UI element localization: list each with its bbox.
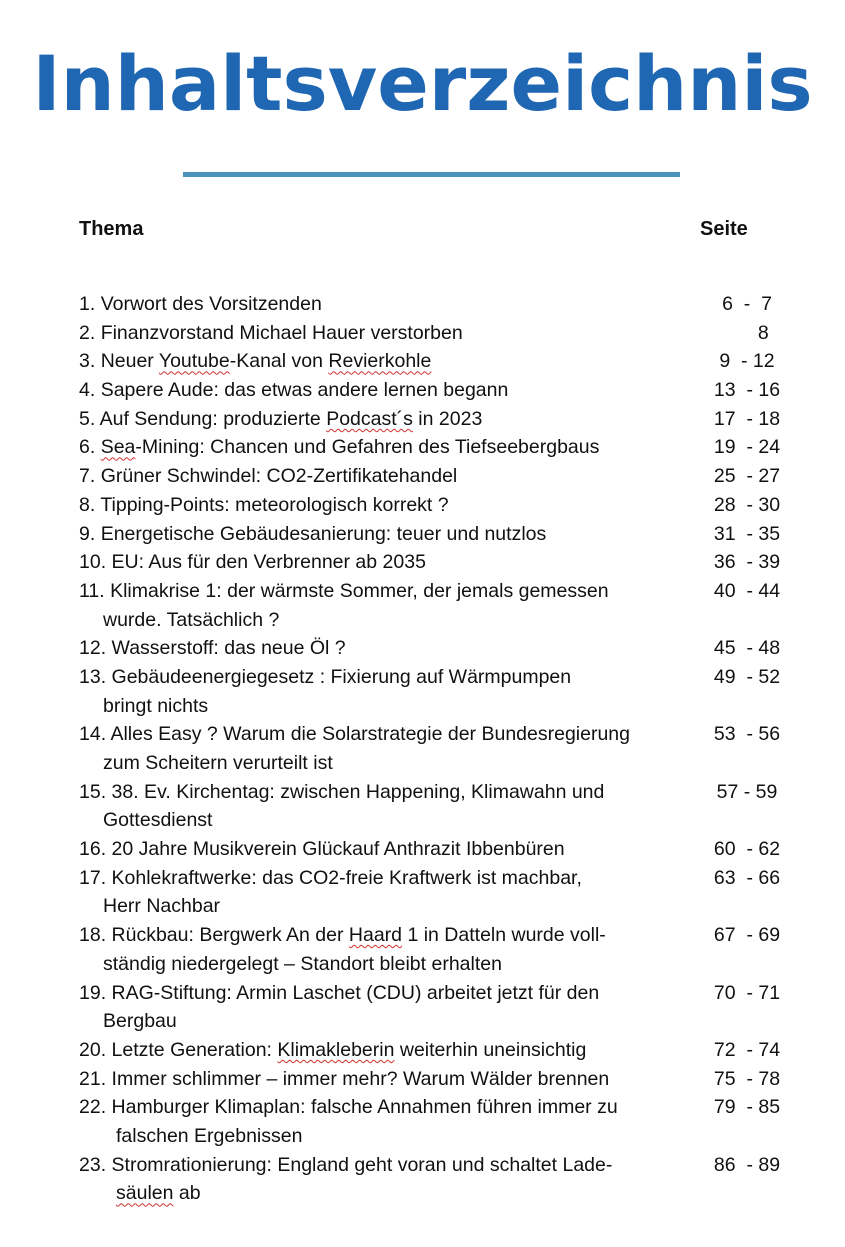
toc-entry-pages: 86 - 89 [713, 1153, 781, 1176]
toc-entry-title: 16. 20 Jahre Musikverein Glückauf Anthrazit Ibbenbüren 60 - 62 [0, 835, 845, 864]
toc-entry-title: 23. Stromrationierung: England geht voran und schaltet Lade- 86 - 89 [0, 1151, 845, 1180]
toc-entry-number: 11. [79, 579, 111, 602]
toc-entry-title: 4. Sapere Aude: das etwas andere lernen begann 13 - 16 [0, 376, 845, 405]
toc-entry-pages: 67 - 69 [713, 924, 781, 947]
toc-entry [0, 1151, 845, 1208]
toc-entry-number: 19. [79, 981, 112, 1004]
toc-entry-title: 18. Rückbau: Bergwerk An der Haard 1 in Datteln wurde voll- 67 - 69 [0, 921, 845, 950]
title-divider [183, 172, 680, 177]
toc-entry-number: 23. [79, 1153, 112, 1176]
toc-entry-number: 3. [79, 350, 101, 373]
toc-entry [0, 1036, 845, 1065]
toc-entry-number: 15. [79, 780, 112, 803]
toc-entry-number: 17. [79, 866, 112, 889]
toc-entry [0, 921, 845, 978]
toc-entry-number: 4. [79, 379, 101, 402]
toc-entry-number: 5. [79, 407, 100, 430]
toc-entry-title: 22. Hamburger Klimaplan: falsche Annahmen führen immer zu 79 - 85 [0, 1093, 845, 1122]
toc-entry-title-continued: Gottesdienst [103, 809, 213, 832]
toc-entry-title: 2. Finanzvorstand Michael Hauer verstorben 8 [0, 319, 845, 348]
toc-entry-title: 8. Tipping-Points: meteorologisch korrekt ? 28 - 30 [0, 491, 845, 520]
toc-entry-pages: 36 - 39 [713, 551, 781, 574]
toc-entry [0, 491, 845, 520]
toc-entry-number: 10. [79, 551, 112, 574]
toc-entry-title: 12. Wasserstoff: das neue Öl ? 45 - 48 [0, 634, 845, 663]
toc-entry-title: 11. Klimakrise 1: der wärmste Sommer, der jemals gemessen 40 - 44 [0, 577, 845, 606]
toc-entry [0, 864, 845, 921]
toc-entry [0, 376, 845, 405]
page-title: Inhaltsverzeichnis [32, 39, 813, 128]
toc-entry-title-continued: falschen Ergebnissen [116, 1124, 303, 1147]
table-of-contents [0, 290, 845, 1208]
toc-entry-title: 9. Energetische Gebäudesanierung: teuer und nutzlos 31 - 35 [0, 520, 845, 549]
toc-entry-number: 14. [79, 723, 111, 746]
toc-entry-number: 6. [79, 436, 101, 459]
toc-entry-pages: 49 - 52 [713, 665, 781, 688]
toc-entry-title-continued: säulen ab [116, 1182, 201, 1205]
toc-entry-title: 15. 38. Ev. Kirchentag: zwischen Happening, Klimawahn und 57 - 59 [0, 778, 845, 807]
toc-entry-title: 5. Auf Sendung: produzierte Podcast´s in 2023 17 - 18 [0, 405, 845, 434]
toc-entry-title: 10. EU: Aus für den Verbrenner ab 2035 36 - 39 [0, 548, 845, 577]
toc-entry-number: 20. [79, 1038, 112, 1061]
toc-entry [0, 577, 845, 634]
toc-entry-number: 8. [79, 493, 101, 516]
toc-entry-number: 7. [79, 465, 101, 488]
toc-entry-title: 6. Sea-Mining: Chancen und Gefahren des Tiefseebergbaus 19 - 24 [0, 433, 845, 462]
toc-entry-pages: 13 - 16 [713, 379, 781, 402]
toc-entry [0, 347, 845, 376]
toc-entry-number: 2. [79, 321, 101, 344]
toc-entry-pages: 40 - 44 [713, 579, 781, 602]
toc-entry [0, 1093, 845, 1150]
toc-entry-pages: 72 - 74 [713, 1038, 781, 1061]
toc-entry [0, 462, 845, 491]
toc-entry-pages: 45 - 48 [713, 637, 781, 660]
column-header-topic: Thema [79, 218, 144, 240]
toc-entry-pages: 17 - 18 [713, 407, 781, 430]
toc-entry-title: 7. Grüner Schwindel: CO2-Zertifikatehandel 25 - 27 [0, 462, 845, 491]
toc-entry-title: 21. Immer schlimmer – immer mehr? Warum Wälder brennen 75 - 78 [0, 1065, 845, 1094]
toc-entry-title: 17. Kohlekraftwerke: das CO2-freie Kraftwerk ist machbar, 63 - 66 [0, 864, 845, 893]
toc-entry [0, 979, 845, 1036]
toc-entry-title: 14. Alles Easy ? Warum die Solarstrategie der Bundesregierung 53 - 56 [0, 720, 845, 749]
toc-entry-title: 19. RAG-Stiftung: Armin Laschet (CDU) arbeitet jetzt für den 70 - 71 [0, 979, 845, 1008]
toc-entry-number: 1. [79, 293, 101, 315]
toc-entry-pages: 8 [725, 321, 769, 344]
toc-entry-title: 13. Gebäudeenergiegesetz : Fixierung auf Wärmpumpen 49 - 52 [0, 663, 845, 692]
toc-entry-pages: 60 - 62 [713, 838, 781, 861]
toc-entry-number: 22. [79, 1096, 112, 1119]
toc-entry-pages: 75 - 78 [713, 1067, 781, 1090]
toc-entry-pages: 19 - 24 [713, 436, 781, 459]
toc-entry [0, 634, 845, 663]
toc-entry-pages: 31 - 35 [713, 522, 781, 545]
toc-entry [0, 520, 845, 549]
toc-entry [0, 290, 845, 319]
toc-entry-title-continued: bringt nichts [103, 694, 209, 717]
toc-entry-pages: 28 - 30 [713, 493, 781, 516]
toc-entry [0, 405, 845, 434]
toc-entry-title-continued: wurde. Tatsächlich ? [103, 608, 280, 631]
toc-entry-number: 12. [79, 637, 112, 660]
toc-entry-pages: 70 - 71 [713, 981, 781, 1004]
toc-entry-title-continued: ständig niedergelegt – Standort bleibt erhalten [103, 952, 502, 975]
toc-entry-number: 13. [79, 665, 112, 688]
toc-entry-number: 21. [79, 1067, 112, 1090]
toc-entry [0, 720, 845, 777]
toc-entry [0, 548, 845, 577]
toc-entry-title-continued: Herr Nachbar [103, 895, 221, 918]
toc-entry-pages: 53 - 56 [713, 723, 781, 746]
toc-entry [0, 663, 845, 720]
toc-entry-pages: 57 - 59 [716, 780, 778, 803]
toc-entry-number: 18. [79, 924, 112, 947]
toc-entry [0, 835, 845, 864]
column-header-page: Seite [700, 218, 748, 240]
toc-entry-title-continued: zum Scheitern verurteilt ist [103, 752, 333, 774]
toc-entry-title: 20. Letzte Generation: Klimakleberin weiterhin uneinsichtig 72 - 74 [0, 1036, 845, 1065]
toc-entry-pages: 63 - 66 [713, 866, 781, 889]
toc-entry-number: 16. [79, 838, 112, 861]
toc-entry-pages: 79 - 85 [713, 1096, 781, 1119]
toc-entry-pages: 6 - 7 [722, 293, 772, 315]
toc-entry [0, 1065, 845, 1094]
toc-entry-title-continued: Bergbau [103, 1010, 177, 1033]
toc-entry [0, 433, 845, 462]
toc-entry-title: 1. Vorwort des Vorsitzenden 6 - 7 [0, 290, 845, 319]
toc-entry-pages: 9 - 12 [719, 350, 775, 373]
toc-entry [0, 319, 845, 348]
toc-entry-number: 9. [79, 522, 101, 545]
toc-entry-pages: 25 - 27 [713, 465, 781, 488]
toc-entry [0, 778, 845, 835]
toc-entry-title: 3. Neuer Youtube-Kanal von Revierkohle 9 - 12 [0, 347, 845, 376]
